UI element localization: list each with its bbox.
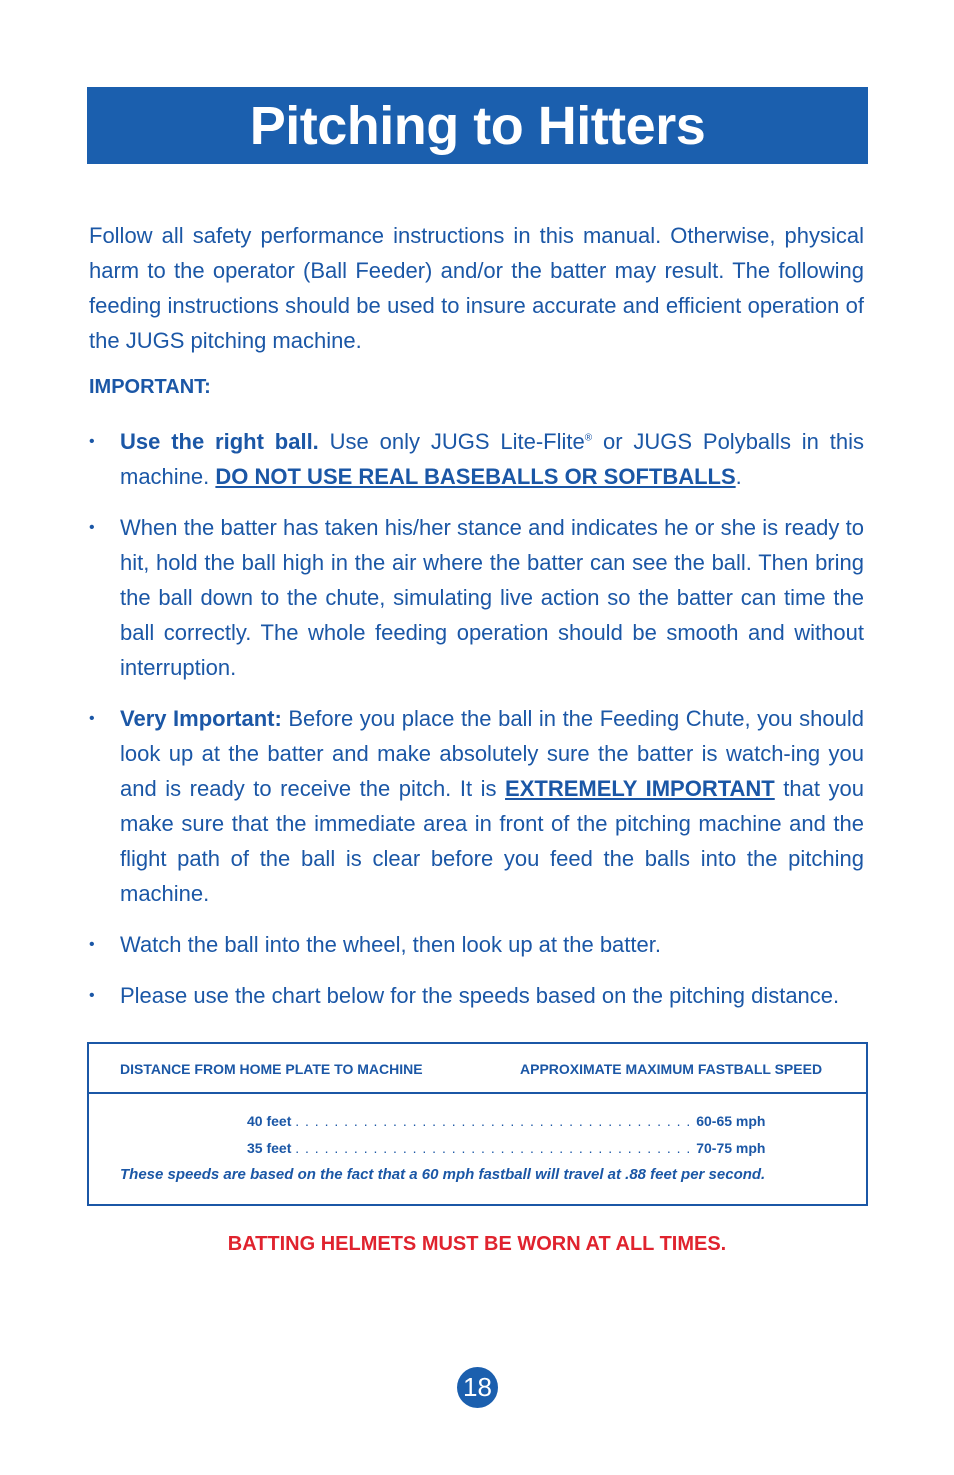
bullet-text: that you make sure that the immediate area in front of the pitching machine and the flight path of the ball is clear before you feed the balls into the pitching machine. [120,776,864,906]
row-speed: 70-75 mph [696,1140,766,1156]
header-speed: APPROXIMATE MAXIMUM FASTBALL SPEED [520,1061,823,1077]
dot-leader: . . . . . . . . . . . . . . . . . . . . . . . . . . . . . . . . . . . . . . . . . [295,1140,697,1156]
bullet-icon: • [89,936,95,953]
bullet-lead: Very Important: [120,706,282,731]
row-distance: 35 feet [247,1140,292,1156]
list-item [89,701,864,911]
dot-leader: . . . . . . . . . . . . . . . . . . . . . . . . . . . . . . . . . . . . . . . . . [295,1113,697,1129]
page-number: 18 [457,1367,498,1408]
bullet-lead: Use the right ball. [120,429,319,454]
bullet-text: Use only JUGS Lite-Flite [318,429,585,454]
table-note: These speeds are based on the fact that a 60 mph fastball will travel at .88 feet per second. [120,1166,766,1183]
bullet-icon: • [89,710,95,727]
bullet-text: Before you place the ball in the Feeding Chute, you should look up at the batter and make absolutely sure the batter is watch-ing you and is ready to receive the pitch. It is [120,706,865,801]
bullet-text: Watch the ball into the wheel, then look up at the batter. [120,932,661,957]
bullet-icon: • [89,433,95,450]
title-banner [87,87,868,164]
intro-paragraph: Follow all safety performance instructions in this manual. Otherwise, physical harm to the operator (Ball Feeder) and/or the batter may result. The following feeding instructions should be used to insure accurate and efficient operation of the JUGS pitching machine. [89,223,864,353]
row-distance: 40 feet [247,1113,292,1129]
bullet-text: When the batter has taken his/her stance and indicates he or she is ready to hit, hold the ball high in the air where the batter can see the ball. Then bring the ball down to the chute, simulating live action so the batter can time the ball correctly. The whole feeding operation should be smooth and without interruption. [120,515,864,680]
list-item [89,927,864,962]
instruction-list [89,424,864,1029]
list-item [89,424,864,494]
bullet-emphasis: DO NOT USE REAL BASEBALLS OR SOFTBALLS [215,464,736,489]
list-item [89,510,864,685]
bullet-text: or JUGS Polyballs in this machine. [120,429,864,489]
bullet-text: Please use the chart below for the speeds based on the pitching distance. [120,983,840,1008]
bullet-icon: • [89,987,95,1004]
bullet-icon: • [89,519,95,536]
important-label: IMPORTANT: [89,376,211,398]
page-title: Pitching to Hitters [249,95,706,156]
row-speed: 60-65 mph [696,1113,766,1129]
table-row [247,1140,765,1156]
list-item [89,978,864,1013]
registered-mark: ® [584,432,593,444]
speed-chart-table [87,1042,868,1206]
header-distance: DISTANCE FROM HOME PLATE TO MACHINE [120,1061,423,1077]
table-row [247,1113,765,1129]
bullet-text: . [735,464,742,489]
bullet-emphasis: EXTREMELY IMPORTANT [505,776,775,801]
table-header [89,1044,866,1094]
helmet-warning: BATTING HELMETS MUST BE WORN AT ALL TIMES. [227,1233,727,1255]
